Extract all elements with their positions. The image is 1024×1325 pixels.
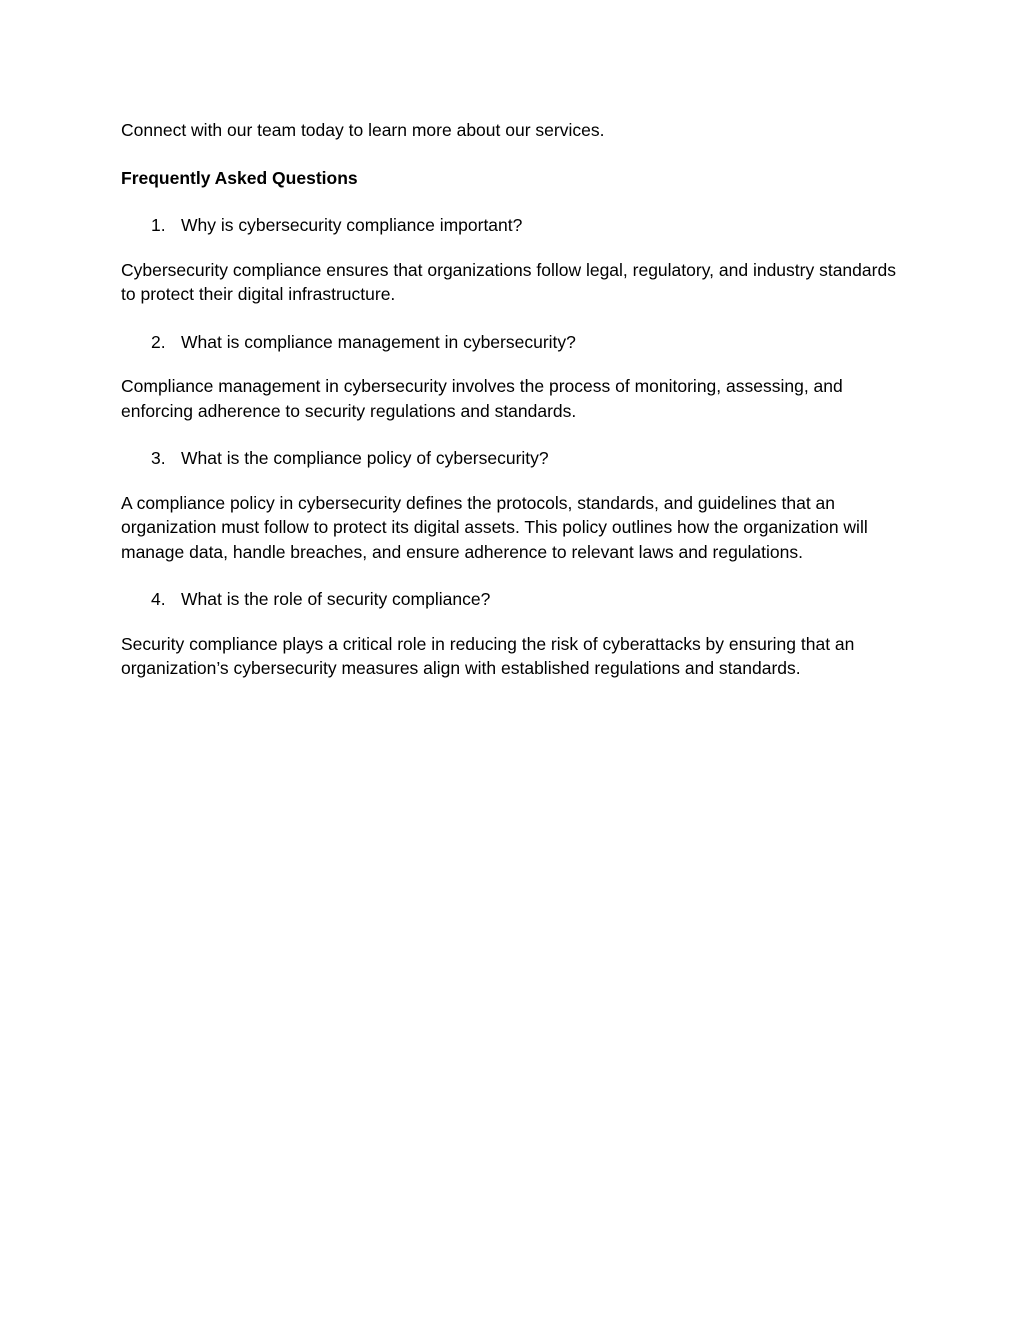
faq-question-text: What is the role of security compliance? xyxy=(181,589,491,609)
faq-question-text: What is the compliance policy of cybersecurity? xyxy=(181,448,549,468)
intro-paragraph: Connect with our team today to learn more about our services. xyxy=(121,120,605,140)
faq-item xyxy=(121,446,911,564)
faq-heading: Frequently Asked Questions xyxy=(121,167,358,188)
faq-question xyxy=(121,330,911,355)
faq-question-number: 1. xyxy=(151,215,166,235)
faq-question-number: 2. xyxy=(151,331,166,352)
faq-item xyxy=(121,213,911,307)
faq-answer: Cybersecurity compliance ensures that organizations follow legal, regulatory, and industry standards to protect their digital infrastructure. xyxy=(121,259,896,304)
faq-answer: A compliance policy in cybersecurity defines the protocols, standards, and guidelines that an organization must follow to protect its digital assets. This policy outlines how the organization will manage data, handle breaches, and ensure adherence to relevant laws and regulations. xyxy=(121,492,868,562)
faq-question-text: What is compliance management in cybersecurity? xyxy=(181,331,576,352)
faq-answer: Security compliance plays a critical role in reducing the risk of cyberattacks by ensuring that an organization’s cybersecurity measures align with established regulations and standards. xyxy=(121,633,855,678)
faq-question xyxy=(121,213,911,238)
faq-item xyxy=(121,587,911,681)
faq-item xyxy=(121,330,911,424)
faq-question xyxy=(121,587,911,612)
document-page xyxy=(121,118,911,704)
faq-question xyxy=(121,446,911,471)
faq-question-number: 3. xyxy=(151,448,166,468)
faq-answer: Compliance management in cybersecurity involves the process of monitoring, assessing, and enforcing adherence to security regulations and standards. xyxy=(121,376,843,421)
faq-question-text: Why is cybersecurity compliance important? xyxy=(181,215,523,235)
faq-question-number: 4. xyxy=(151,589,166,609)
